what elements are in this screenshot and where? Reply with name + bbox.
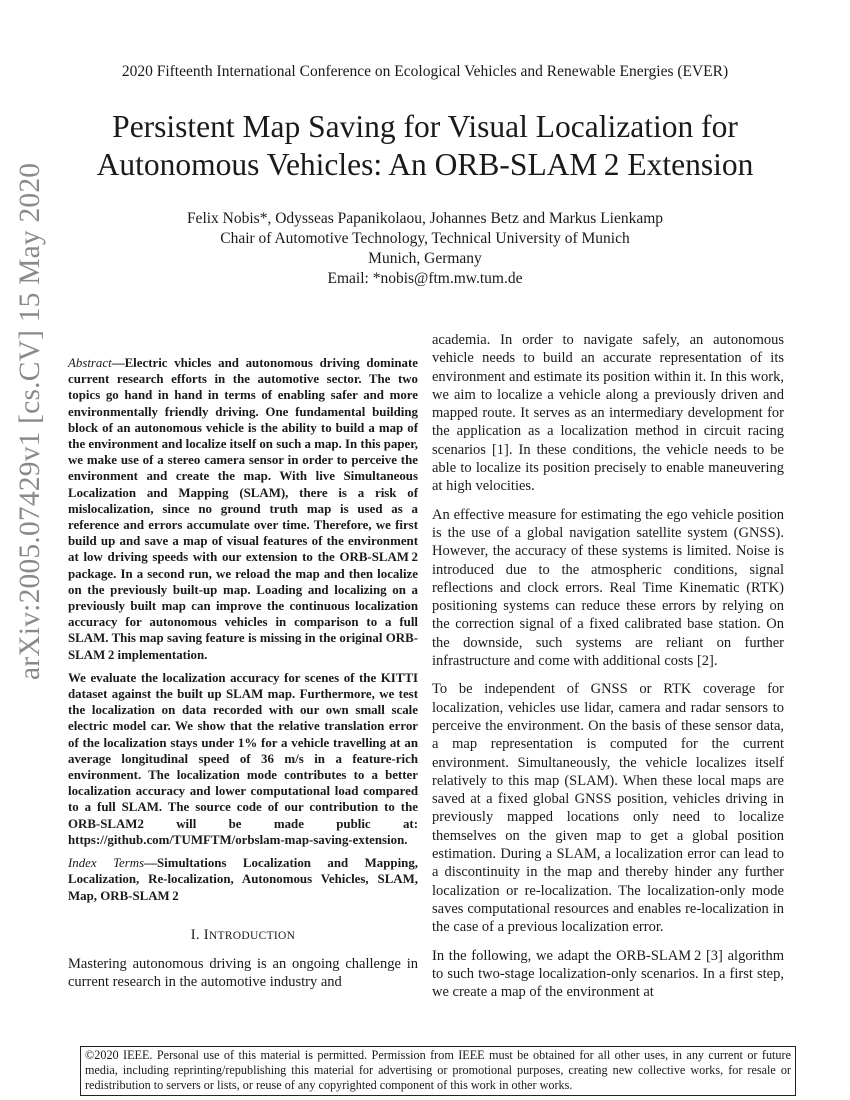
intro-paragraph-gnss: An effective measure for estimating the ego vehicle position is the use of a global navigation satellite system (GNSS). However, the accuracy of these systems is limited. Noise is introduced due to the atmospheric conditions, signal reflections and clock errors. Real Time Kinematic (RTK) positioning systems can reduce these errors by relying on the correction signal of a fixed calibrated base station. On the downside, such systems are reliant on further infrastructure and come with additional costs [2]. xyxy=(432,506,784,670)
author-block xyxy=(0,209,850,289)
copyright-notice: ©2020 IEEE. Personal use of this material is permitted. Permission from IEEE must be obtained for all other uses, in any current or future media, including reprinting/republishing this material for advertising or promotional purposes, creating new collective works, for resale or redistribution to servers or lists, or reuse of any copyrighted component of this work in other works. xyxy=(80,1046,796,1096)
section-number: I. xyxy=(190,926,200,943)
right-column xyxy=(432,331,784,1011)
abstract-text-1: —Electric vhicles and autonomous driving dominate current research efforts in the automotive sector. The two topics go hand in hand in terms of enabling safer and more environmentally friendly driving. One fundamental building block of an autonomous vehicle is the ability to build a map of the environment and localize itself on such a map. In this paper, we make use of a stereo camera sensor in order to perceive the environment and create the map. With live Simultaneous Localization and Mapping (SLAM), there is a risk of mislocalization, since no ground truth map is used as a reference and errors accumulate over time. Therefore, we first build up and save a map of visual features of the environment at low driving speeds with our extension to the ORB-SLAM 2 package. In a second run, we reload the map and then localize on the previously built-up map. Loading and localizing on a previously built map can improve the continuous localization accuracy for autonomous vehicles in comparison to a full SLAM. This map saving feature is missing in the original ORB-SLAM 2 implementation. xyxy=(68,356,418,662)
section-title-initial: I xyxy=(203,926,209,943)
paper-title xyxy=(40,108,810,184)
title-line-2: Autonomous Vehicles: An ORB-SLAM 2 Extension xyxy=(96,147,754,182)
intro-paragraph-1: Mastering autonomous driving is an ongoing challenge in current research in the automotive industry and xyxy=(68,956,418,991)
author-names: Felix Nobis*, Odysseas Papanikolaou, Johannes Betz and Markus Lienkamp xyxy=(186,210,664,227)
index-terms-text: —Simultations Localization and Mapping, Localization, Re-localization, Autonomous Vehicles, SLAM, Map, ORB-SLAM 2 xyxy=(68,856,418,903)
section-heading-introduction xyxy=(68,926,418,945)
email[interactable]: Email: *nobis@ftm.mw.tum.de xyxy=(327,270,523,287)
intro-paragraph-sensors: To be independent of GNSS or RTK coverage for localization, vehicles use lidar, camera and radar sensors to perceive the environment. On the basis of these sensor data, a map representation is computed for the current environment. Simultaneously, the vehicle localizes itself relatively to this map (SLAM). When these local maps are saved at a fixed global GNSS position, vehicles driving in previously mapped locations only need to localize themselves on the given map to get a global position estimation. During a SLAM, a localization error can lead to a discontinuity in the map and thereby hinder any further localization or re-localization. The localization-only mode saves computational resources and enables re-localization in the case of a previous localization error. xyxy=(432,681,784,936)
location: Munich, Germany xyxy=(368,250,482,267)
index-terms-label: Index Terms xyxy=(68,856,145,871)
abstract-paragraph-2: We evaluate the localization accuracy for scenes of the KITTI dataset against the built up SLAM map. Furthermore, we test the localization on data recorded with our own small scale electric model car. We show that the relative translation error of the localization stays under 1% for a vehicle travelling at an average longitudinal speed of 36 m/s in a feature-rich environment. The localization mode contributes to a better localization accuracy and lower computational load compared to a full SLAM. The source code of our contribution to the ORB-SLAM2 will be made public at: https://github.com/TUMFTM/orbslam-map-saving-extension. xyxy=(68,670,418,847)
arxiv-identifier[interactable]: arXiv:2005.07429v1 [cs.CV] 15 May 2020 xyxy=(14,162,46,680)
abstract xyxy=(68,355,418,904)
conference-header: 2020 Fifteenth International Conference on Ecological Vehicles and Renewable Energies (EVER) xyxy=(121,63,729,80)
abstract-paragraph-1 xyxy=(68,355,418,663)
intro-paragraph-following: In the following, we adapt the ORB-SLAM 2 [3] algorithm to such two-stage localization-only scenarios. In a first step, we create a map of the environment at xyxy=(432,947,784,1001)
index-terms xyxy=(68,855,418,904)
abstract-label: Abstract xyxy=(68,356,112,370)
section-title-rest: NTRODUCTION xyxy=(208,929,296,942)
affiliation: Chair of Automotive Technology, Technical University of Munich xyxy=(220,230,630,247)
intro-paragraph-continued: academia. In order to navigate safely, an autonomous vehicle needs to build an accurate representation of its environment and estimate its position within it. In this work, we aim to localize a vehicle along a previously driven and mapped route. It serves as an intermediary development for the application as a localization method in circuit racing scenarios [1]. In these conditions, the vehicle needs to be able to localize its position precisely to enable maneuvering at high velocities. xyxy=(432,332,784,495)
title-line-1: Persistent Map Saving for Visual Localization for xyxy=(112,109,738,144)
left-column xyxy=(68,355,418,992)
